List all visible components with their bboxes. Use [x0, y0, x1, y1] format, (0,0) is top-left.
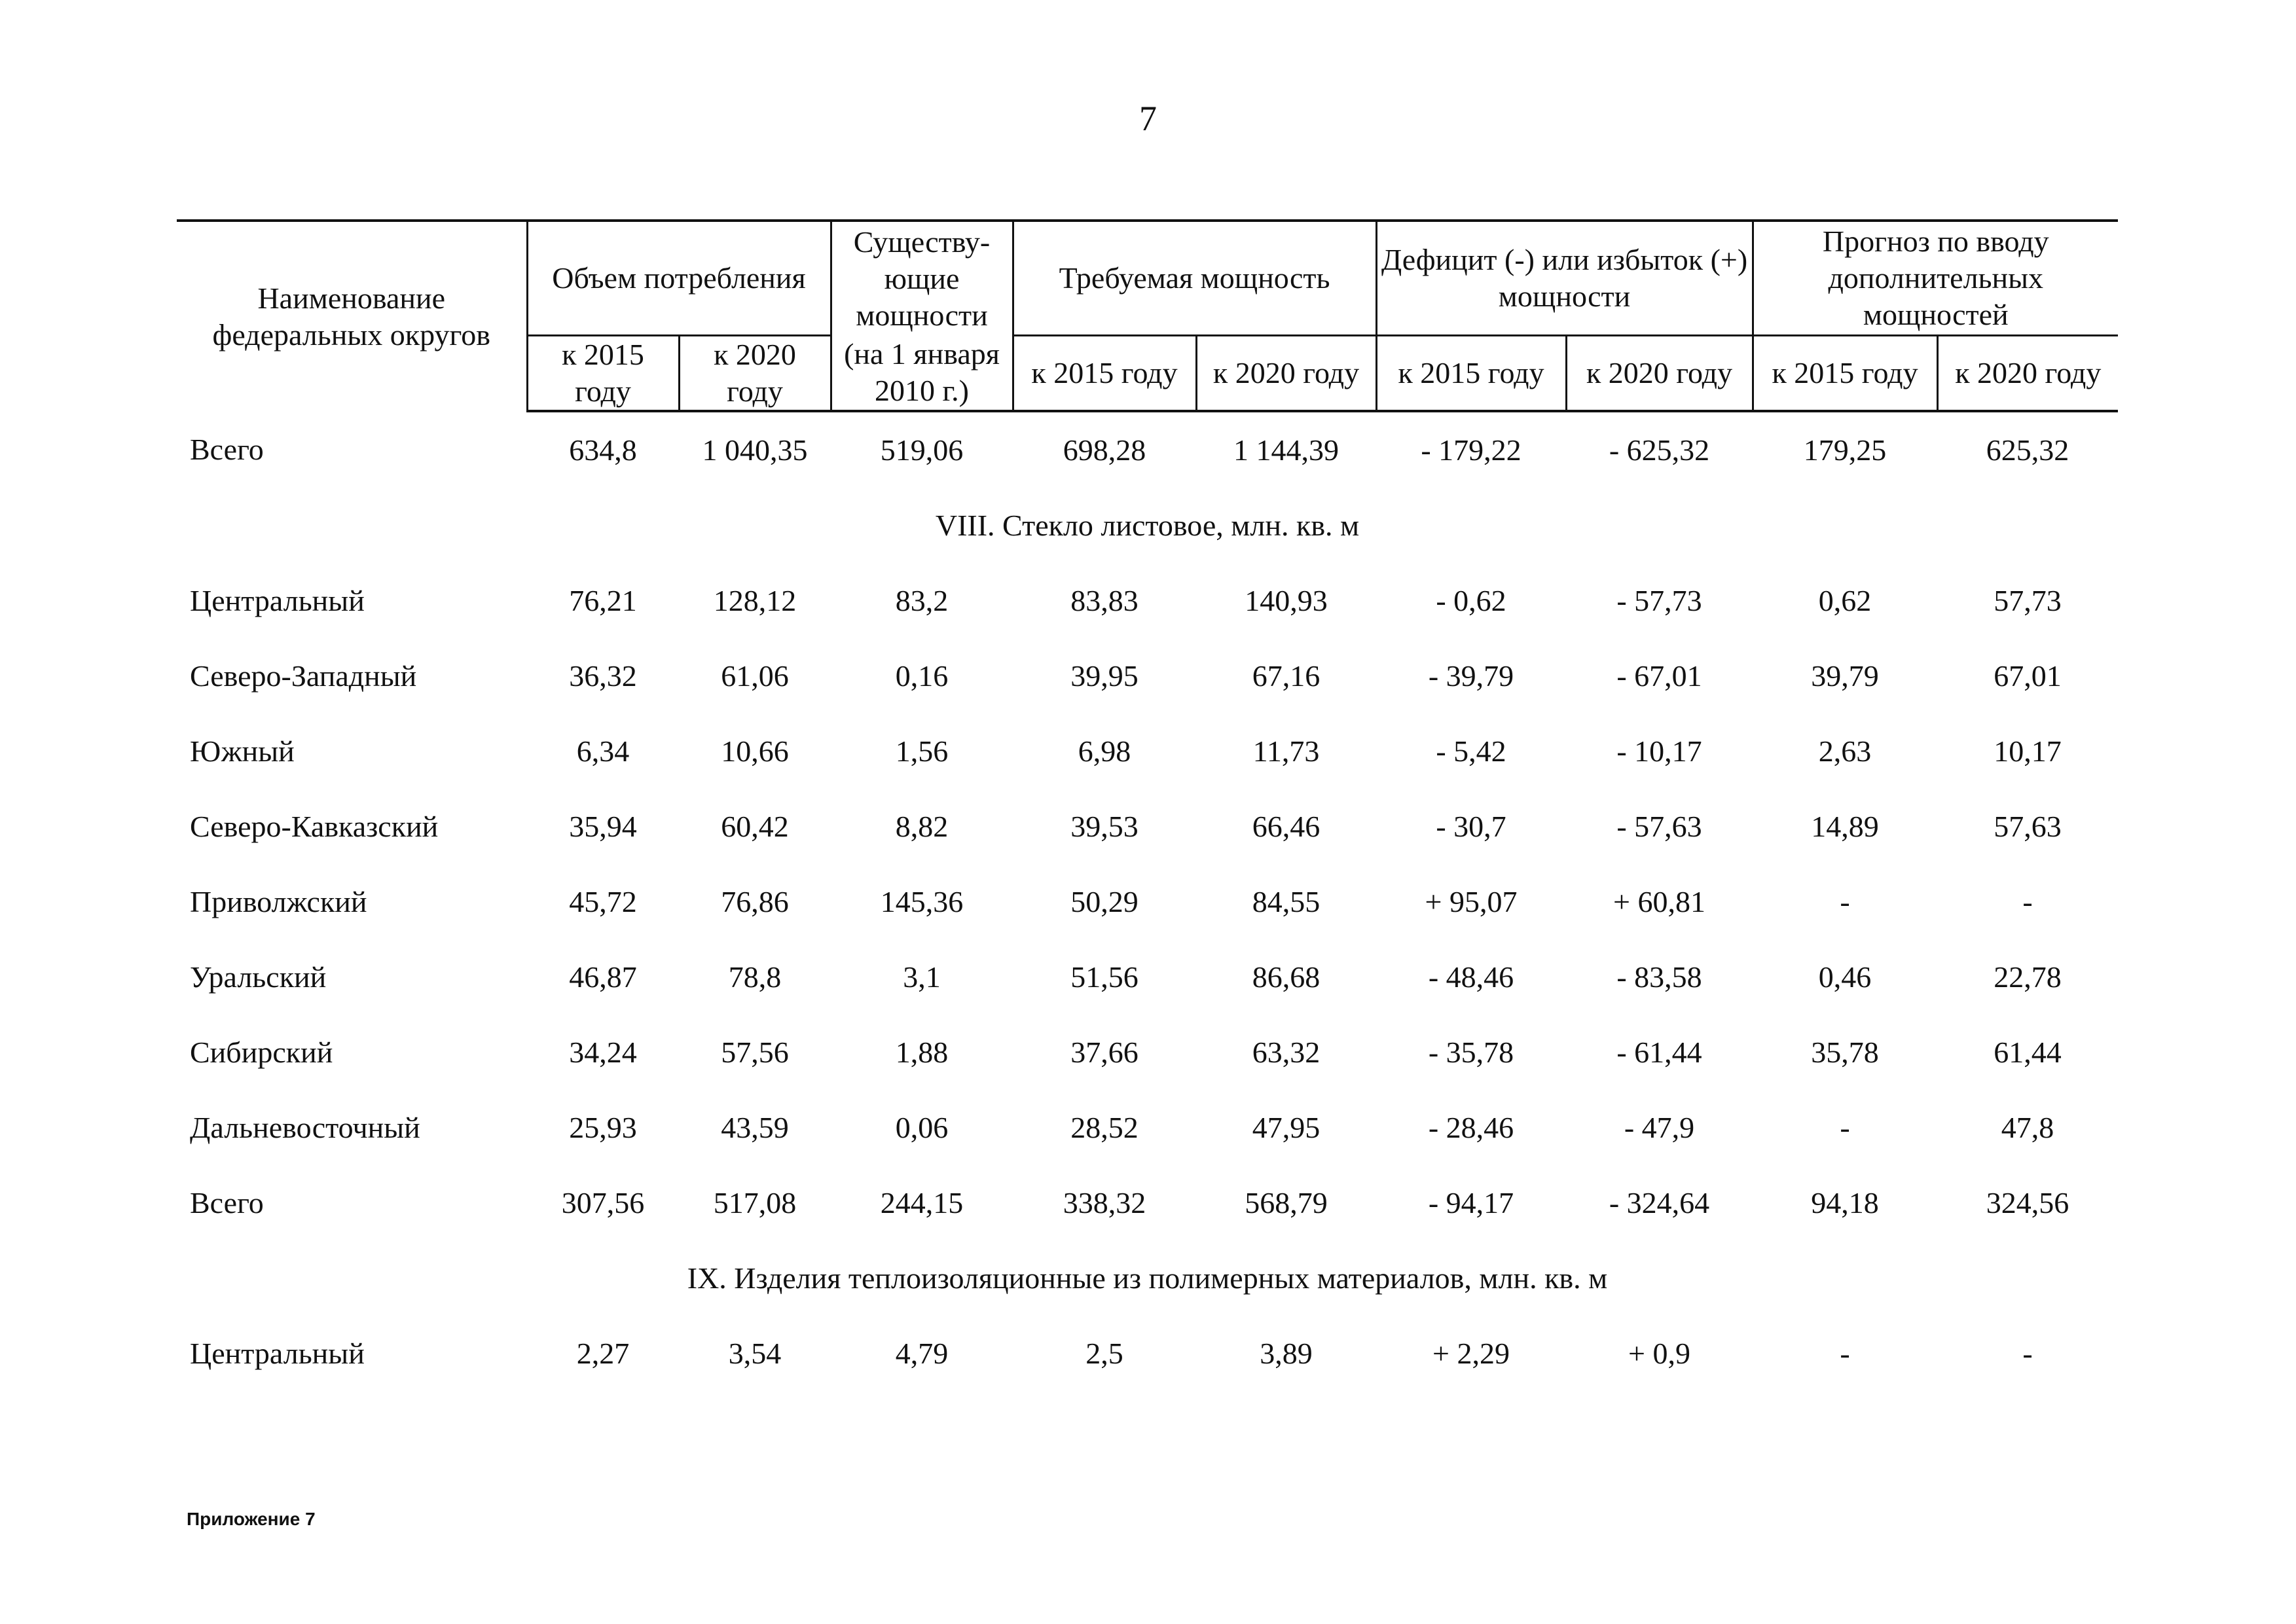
- value-cell: 67,16: [1252, 659, 1321, 693]
- value-cell: 47,95: [1252, 1111, 1321, 1144]
- value-cell: 36,32: [569, 659, 637, 693]
- value-cell: 625,32: [1986, 433, 2069, 467]
- value-cell: 43,59: [721, 1111, 789, 1144]
- value-cell: - 57,73: [1616, 584, 1702, 617]
- region-name-cell: Северо-Кавказский: [190, 810, 439, 843]
- value-cell: -: [1840, 1111, 1850, 1144]
- value-cell: 2,63: [1818, 734, 1872, 768]
- value-cell: 3,1: [903, 960, 941, 994]
- value-cell: 1 144,39: [1233, 433, 1339, 467]
- value-cell: 57,63: [1994, 810, 2062, 843]
- region-name-cell: Дальневосточный: [190, 1111, 420, 1144]
- header-required-2015: к 2015 году: [1013, 336, 1196, 412]
- region-name-cell: Центральный: [190, 1337, 365, 1370]
- value-cell: - 67,01: [1616, 659, 1702, 693]
- value-cell: 244,15: [880, 1186, 964, 1219]
- value-cell: 76,86: [721, 885, 789, 918]
- value-cell: 307,56: [561, 1186, 645, 1219]
- value-cell: 140,93: [1245, 584, 1328, 617]
- header-required: Требуемая мощность: [1013, 221, 1376, 336]
- value-cell: + 60,81: [1613, 885, 1705, 918]
- header-deficit-2015: к 2015 году: [1376, 336, 1566, 412]
- table-row: [177, 1316, 2118, 1391]
- value-cell: 0,46: [1818, 960, 1872, 994]
- region-name-cell: Приволжский: [190, 885, 367, 918]
- value-cell: 11,73: [1252, 734, 1320, 768]
- value-cell: - 10,17: [1616, 734, 1702, 768]
- value-cell: -: [2022, 1337, 2033, 1370]
- value-cell: 324,56: [1986, 1186, 2069, 1219]
- table-row: [177, 1165, 2118, 1240]
- value-cell: - 94,17: [1428, 1186, 1514, 1219]
- value-cell: 179,25: [1803, 433, 1887, 467]
- value-cell: 338,32: [1063, 1186, 1146, 1219]
- value-cell: 37,66: [1070, 1036, 1139, 1069]
- value-cell: 1 040,35: [702, 433, 808, 467]
- value-cell: - 61,44: [1616, 1036, 1702, 1069]
- value-cell: 0,16: [895, 659, 949, 693]
- value-cell: 35,78: [1811, 1036, 1879, 1069]
- table-row: [177, 939, 2118, 1015]
- value-cell: 6,98: [1078, 734, 1131, 768]
- capacity-table: [177, 219, 2118, 1391]
- value-cell: 39,95: [1070, 659, 1139, 693]
- value-cell: 45,72: [569, 885, 637, 918]
- value-cell: 86,68: [1252, 960, 1321, 994]
- value-cell: + 95,07: [1425, 885, 1518, 918]
- value-cell: - 47,9: [1624, 1111, 1695, 1144]
- header-consumption-2015: к 2015 году: [527, 336, 679, 412]
- value-cell: - 179,22: [1421, 433, 1522, 467]
- value-cell: 39,79: [1811, 659, 1879, 693]
- value-cell: 3,89: [1260, 1337, 1313, 1370]
- value-cell: 76,21: [569, 584, 637, 617]
- value-cell: 50,29: [1070, 885, 1139, 918]
- value-cell: - 625,32: [1609, 433, 1710, 467]
- footer-appendix-label: Приложение 7: [187, 1509, 316, 1529]
- table-row: [177, 1015, 2118, 1090]
- value-cell: 634,8: [569, 433, 637, 467]
- region-name-cell: Уральский: [190, 960, 327, 994]
- value-cell: 94,18: [1811, 1186, 1879, 1219]
- section-viii-heading: [177, 488, 2118, 563]
- value-cell: + 2,29: [1432, 1337, 1510, 1370]
- page-number: 7: [1139, 99, 1157, 138]
- header-deficit-2020: к 2020 году: [1566, 336, 1753, 412]
- value-cell: -: [1840, 1337, 1850, 1370]
- value-cell: - 0,62: [1436, 584, 1506, 617]
- table-row: [177, 864, 2118, 939]
- value-cell: 47,8: [2001, 1111, 2054, 1144]
- header-required-2020: к 2020 году: [1196, 336, 1376, 412]
- value-cell: - 5,42: [1436, 734, 1506, 768]
- value-cell: 2,27: [576, 1337, 630, 1370]
- region-name-cell: Всего: [190, 1186, 264, 1219]
- value-cell: 39,53: [1070, 810, 1139, 843]
- header-deficit: Дефицит (-) или избыток (+) мощности: [1376, 221, 1753, 336]
- value-cell: 6,34: [576, 734, 630, 768]
- table-row: [177, 1090, 2118, 1165]
- value-cell: 519,06: [880, 433, 964, 467]
- region-name-cell: Центральный: [190, 584, 365, 617]
- value-cell: 1,88: [895, 1036, 949, 1069]
- value-cell: 57,73: [1994, 584, 2062, 617]
- value-cell: 4,79: [895, 1337, 949, 1370]
- table-body: [177, 411, 2118, 1391]
- value-cell: 83,83: [1070, 584, 1139, 617]
- header-consumption: Объем потребления: [527, 221, 831, 336]
- value-cell: -: [2022, 885, 2033, 918]
- value-cell: 83,2: [895, 584, 949, 617]
- table-row: [177, 563, 2118, 638]
- value-cell: - 35,78: [1428, 1036, 1514, 1069]
- value-cell: - 324,64: [1609, 1186, 1710, 1219]
- value-cell: - 83,58: [1616, 960, 1702, 994]
- value-cell: 57,56: [721, 1036, 789, 1069]
- value-cell: 2,5: [1085, 1337, 1123, 1370]
- value-cell: 25,93: [569, 1111, 637, 1144]
- value-cell: 1,56: [895, 734, 949, 768]
- value-cell: + 0,9: [1628, 1337, 1690, 1370]
- section-title: VIII. Стекло листовое, млн. кв. м: [935, 509, 1360, 542]
- header-name: Наименование федеральных округов: [177, 221, 527, 411]
- value-cell: 517,08: [713, 1186, 797, 1219]
- header-consumption-2020: к 2020 году: [679, 336, 831, 412]
- value-cell: 14,89: [1811, 810, 1879, 843]
- value-cell: - 28,46: [1428, 1111, 1514, 1144]
- table-row: [177, 713, 2118, 789]
- value-cell: 10,17: [1994, 734, 2062, 768]
- table-row: [177, 638, 2118, 713]
- total-row: [177, 411, 2118, 488]
- header-existing-date: (на 1 января 2010 г.): [831, 336, 1013, 412]
- value-cell: - 30,7: [1436, 810, 1506, 843]
- value-cell: 63,32: [1252, 1036, 1321, 1069]
- value-cell: 61,44: [1994, 1036, 2062, 1069]
- table-row: [177, 789, 2118, 864]
- value-cell: 22,78: [1994, 960, 2062, 994]
- value-cell: 568,79: [1245, 1186, 1328, 1219]
- region-name-cell: Южный: [190, 734, 295, 768]
- value-cell: 66,46: [1252, 810, 1321, 843]
- value-cell: 78,8: [728, 960, 782, 994]
- value-cell: 0,62: [1818, 584, 1872, 617]
- value-cell: 51,56: [1070, 960, 1139, 994]
- value-cell: - 39,79: [1428, 659, 1514, 693]
- header-forecast-2020: к 2020 году: [1937, 336, 2118, 412]
- value-cell: 10,66: [721, 734, 789, 768]
- value-cell: 145,36: [880, 885, 964, 918]
- value-cell: - 48,46: [1428, 960, 1514, 994]
- section-title: IX. Изделия теплоизоляционные из полимерных материалов, млн. кв. м: [687, 1261, 1608, 1295]
- value-cell: 698,28: [1063, 433, 1146, 467]
- section-ix-heading: [177, 1240, 2118, 1316]
- value-cell: -: [1840, 885, 1850, 918]
- value-cell: - 57,63: [1616, 810, 1702, 843]
- value-cell: 28,52: [1070, 1111, 1139, 1144]
- value-cell: 84,55: [1252, 885, 1321, 918]
- value-cell: 35,94: [569, 810, 637, 843]
- value-cell: 61,06: [721, 659, 789, 693]
- header-forecast-2015: к 2015 году: [1753, 336, 1937, 412]
- value-cell: 67,01: [1994, 659, 2062, 693]
- region-name-cell: Всего: [190, 433, 264, 466]
- header-forecast: Прогноз по вводу дополнительных мощностей: [1753, 221, 2118, 336]
- value-cell: 60,42: [721, 810, 789, 843]
- header-existing: Существу-ющие мощности: [831, 221, 1013, 336]
- value-cell: 0,06: [895, 1111, 949, 1144]
- value-cell: 46,87: [569, 960, 637, 994]
- value-cell: 34,24: [569, 1036, 637, 1069]
- region-name-cell: Сибирский: [190, 1036, 333, 1069]
- value-cell: 8,82: [895, 810, 949, 843]
- region-name-cell: Северо-Западный: [190, 659, 417, 693]
- value-cell: 128,12: [713, 584, 797, 617]
- value-cell: 3,54: [728, 1337, 782, 1370]
